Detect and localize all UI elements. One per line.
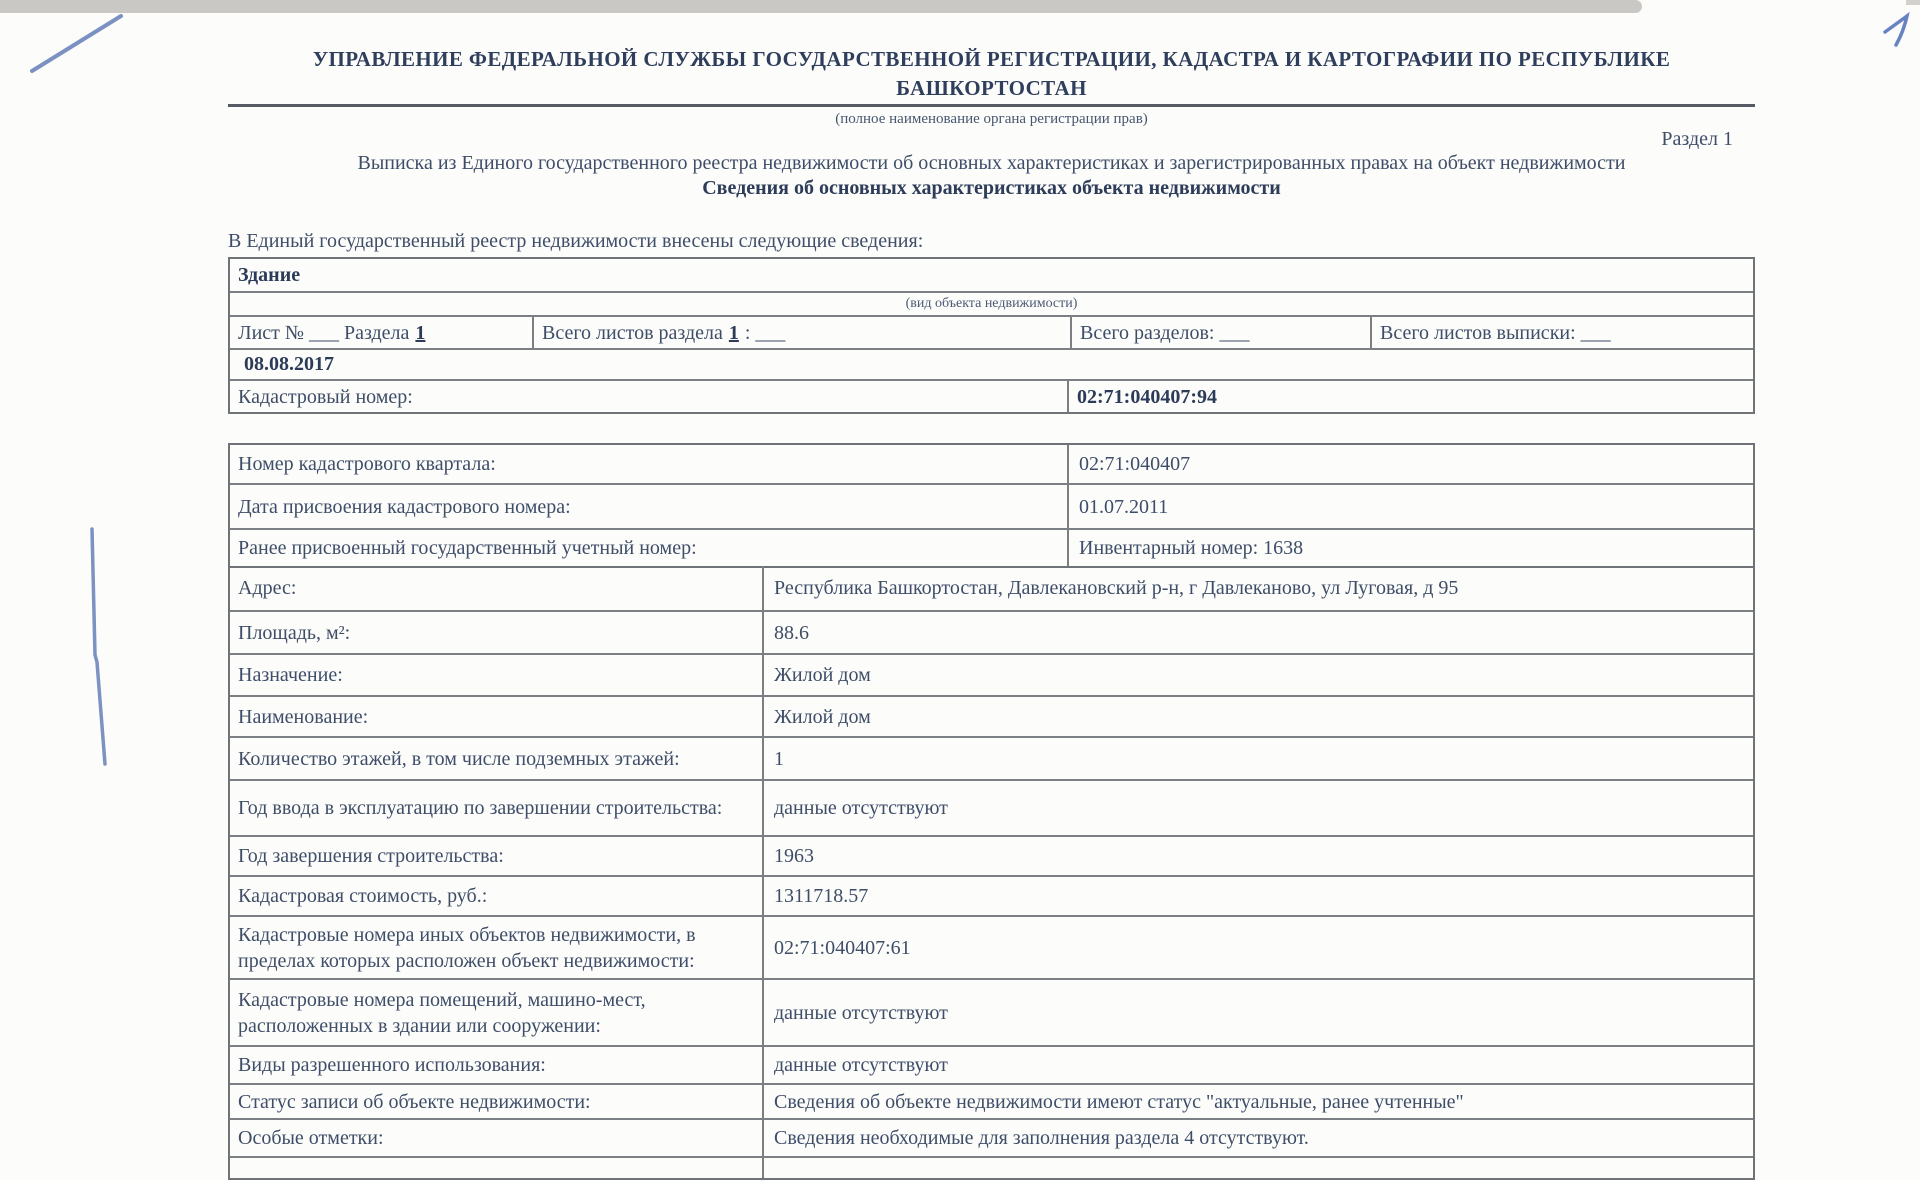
row-label-text: Виды разрешенного использования: bbox=[238, 1054, 546, 1076]
row-value bbox=[1067, 445, 1753, 483]
section-label: Раздел 1 bbox=[1661, 128, 1733, 150]
org-name bbox=[228, 45, 1755, 103]
row-label-text: Год ввода в эксплуатацию по завершении строительства: bbox=[238, 797, 723, 819]
row-value-text: Инвентарный номер: 1638 bbox=[1079, 537, 1304, 559]
sheet-number-cell bbox=[230, 317, 532, 348]
row-value bbox=[762, 917, 1753, 978]
row-value bbox=[762, 837, 1753, 875]
cadastral-number-row bbox=[230, 379, 1753, 412]
row-value-text: 02:71:040407:61 bbox=[774, 936, 911, 959]
row-value bbox=[762, 1085, 1753, 1118]
org-name-line1: УПРАВЛЕНИЕ ФЕДЕРАЛЬНОЙ СЛУЖБЫ ГОСУДАРСТВЕННОЙ РЕГИСТРАЦИИ, КАДАСТРА И КАРТОГРАФИИ ПО РЕСПУБЛИКЕ bbox=[312, 47, 1671, 71]
row-value bbox=[762, 980, 1753, 1045]
section-sheets-label: Всего листов раздела bbox=[542, 321, 723, 344]
cadastral-number-label-cell bbox=[230, 381, 1067, 412]
row-label bbox=[230, 612, 762, 653]
row-value bbox=[762, 738, 1753, 779]
total-sections-label: Всего разделов: ___ bbox=[1080, 321, 1250, 344]
table-row-partial bbox=[230, 1156, 1753, 1178]
intro-line: В Единый государственный реестр недвижимости внесены следующие сведения: bbox=[228, 230, 924, 252]
object-type-caption: (вид объекта недвижимости) bbox=[905, 296, 1078, 311]
table-row bbox=[230, 566, 1753, 610]
row-label bbox=[230, 1120, 762, 1156]
row-label bbox=[230, 1085, 762, 1118]
table-row bbox=[230, 779, 1753, 835]
section-number: 1 bbox=[415, 321, 426, 344]
row-label-text: Статус записи об объекте недвижимости: bbox=[238, 1090, 591, 1113]
row-value bbox=[762, 566, 1753, 610]
table-row bbox=[230, 610, 1753, 653]
total-sections-cell bbox=[1070, 317, 1370, 348]
section-sheets-blank: : ___ bbox=[744, 321, 786, 344]
row-value-text: Жилой дом bbox=[774, 705, 871, 728]
total-sheets-label: Всего листов выписки: ___ bbox=[1380, 321, 1611, 344]
row-value-text: Сведения об объекте недвижимости имеют статус "актуальные, ранее учтенные" bbox=[774, 1090, 1464, 1113]
object-type-caption-row bbox=[230, 291, 1753, 315]
table-row bbox=[230, 736, 1753, 779]
org-name-line2: БАШКОРТОСТАН bbox=[896, 76, 1087, 100]
row-label-text: Назначение: bbox=[238, 664, 343, 686]
object-type-row bbox=[230, 259, 1753, 291]
table-row bbox=[230, 978, 1753, 1045]
row-value bbox=[1067, 485, 1753, 528]
row-label-text: Дата присвоения кадастрового номера: bbox=[238, 495, 571, 518]
row-value bbox=[762, 781, 1753, 835]
row-label-text: Кадастровая стоимость, руб.: bbox=[238, 885, 488, 907]
row-label bbox=[230, 697, 762, 736]
row-label bbox=[230, 485, 1067, 528]
table-row bbox=[230, 695, 1753, 736]
row-value-text: 1 bbox=[774, 747, 784, 770]
total-sheets-cell bbox=[1370, 317, 1753, 348]
document-subtitle: Сведения об основных характеристиках объекта недвижимости bbox=[702, 177, 1281, 199]
table-row bbox=[230, 528, 1753, 566]
document-content bbox=[228, 0, 1755, 1169]
extract-date-row bbox=[230, 348, 1753, 379]
row-value-text: Республика Башкортостан, Давлекановский р-н, г Давлеканово, ул Луговая, д 95 bbox=[774, 577, 1459, 599]
document-title: Выписка из Единого государственного реестра недвижимости об основных характеристиках и зарегистрированных правах на объект недвижимости bbox=[357, 152, 1626, 174]
section-sheets-cell bbox=[532, 317, 1070, 348]
cadastral-number-value-cell bbox=[1067, 381, 1753, 412]
row-label-text: Кадастровые номера иных объектов недвижимости, в пределах которых расположен объект недвижимости: bbox=[238, 923, 696, 972]
sheet-number-label: Лист № ___ Раздела bbox=[238, 321, 410, 344]
row-label bbox=[230, 781, 762, 835]
row-value bbox=[762, 1120, 1753, 1156]
row-value-text: данные отсутствуют bbox=[774, 1001, 948, 1024]
row-label-text: Адрес: bbox=[238, 577, 297, 599]
row-label bbox=[230, 1158, 762, 1178]
row-label bbox=[230, 917, 762, 978]
row-label bbox=[230, 738, 762, 779]
row-value-text: 1963 bbox=[774, 845, 814, 867]
table-row bbox=[230, 445, 1753, 483]
row-label bbox=[230, 445, 1067, 483]
table-row bbox=[230, 1045, 1753, 1083]
row-label bbox=[230, 655, 762, 695]
row-value bbox=[762, 655, 1753, 695]
scan-corner-smudge bbox=[1906, 0, 1920, 5]
row-value-text: 88.6 bbox=[774, 621, 809, 644]
extract-date: 08.08.2017 bbox=[244, 353, 334, 375]
table-row bbox=[230, 653, 1753, 695]
row-value-text: 02:71:040407 bbox=[1079, 453, 1191, 475]
table-row bbox=[230, 875, 1753, 915]
row-label bbox=[230, 566, 762, 610]
row-label-text: Номер кадастрового квартала: bbox=[238, 453, 496, 475]
table-row bbox=[230, 1118, 1753, 1156]
row-value-text: Жилой дом bbox=[774, 664, 871, 686]
row-label bbox=[230, 530, 1067, 566]
table-row bbox=[230, 915, 1753, 978]
section-sheets-number: 1 bbox=[728, 321, 739, 344]
row-value bbox=[762, 1158, 1753, 1178]
row-label-text: Ранее присвоенный государственный учетный номер: bbox=[238, 537, 697, 559]
table-row bbox=[230, 1083, 1753, 1118]
handwritten-page-number bbox=[1885, 16, 1907, 45]
row-label bbox=[230, 1047, 762, 1083]
row-value-text: 1311718.57 bbox=[774, 885, 869, 907]
object-details-table bbox=[228, 566, 1755, 1180]
row-label-text: Год завершения строительства: bbox=[238, 845, 504, 867]
header-rule bbox=[228, 104, 1755, 107]
org-name-caption: (полное наименование органа регистрации прав) bbox=[835, 111, 1148, 127]
row-value bbox=[762, 697, 1753, 736]
row-value bbox=[1067, 530, 1753, 566]
row-value bbox=[762, 877, 1753, 915]
row-value-text: данные отсутствуют bbox=[774, 1054, 948, 1076]
object-header-table bbox=[228, 257, 1755, 414]
sheet-info-row bbox=[230, 315, 1753, 348]
row-label-text: Наименование: bbox=[238, 705, 369, 728]
row-value bbox=[762, 1047, 1753, 1083]
row-label bbox=[230, 877, 762, 915]
row-value bbox=[762, 612, 1753, 653]
row-label bbox=[230, 837, 762, 875]
left-margin-pen-stroke bbox=[92, 529, 105, 764]
row-value-text: 01.07.2011 bbox=[1079, 495, 1169, 518]
table-row bbox=[230, 483, 1753, 528]
row-label-text: Кадастровые номера помещений, машино-мест, расположенных в здании или сооружении: bbox=[238, 988, 646, 1037]
cadastral-number-value: 02:71:040407:94 bbox=[1077, 385, 1217, 408]
table-row bbox=[230, 835, 1753, 875]
row-label-text: Площадь, м²: bbox=[238, 621, 351, 644]
cadastral-quarter-table bbox=[228, 443, 1755, 568]
row-label-text: Количество этажей, в том числе подземных этажей: bbox=[238, 747, 680, 770]
row-value-text: Сведения необходимые для заполнения раздела 4 отсутствуют. bbox=[774, 1127, 1309, 1149]
row-label bbox=[230, 980, 762, 1045]
object-type-value: Здание bbox=[238, 263, 301, 286]
cadastral-number-label: Кадастровый номер: bbox=[238, 385, 413, 408]
row-label-text: Особые отметки: bbox=[238, 1127, 384, 1149]
diagonal-pen-stroke bbox=[32, 16, 121, 71]
row-value-text: данные отсутствуют bbox=[774, 797, 948, 819]
